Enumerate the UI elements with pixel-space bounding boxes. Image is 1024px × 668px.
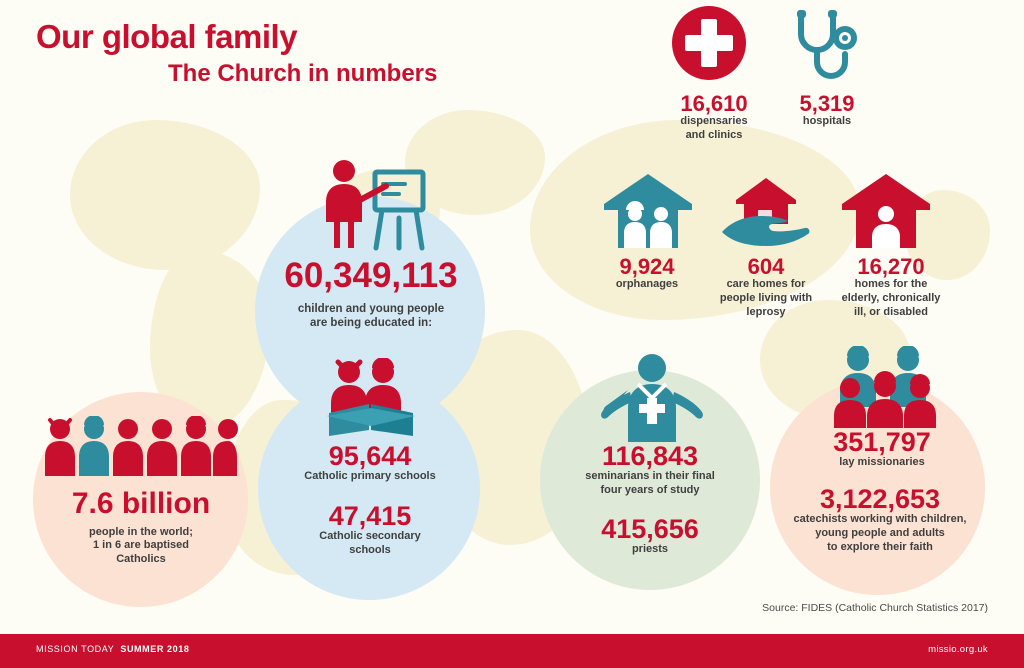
priests-caption: priests bbox=[631, 543, 669, 556]
stat-seminarians bbox=[552, 442, 748, 498]
secondary-schools-caption-2: schools bbox=[349, 544, 391, 557]
children-with-book-icon bbox=[325, 358, 419, 443]
stat-lay-missionaries bbox=[782, 428, 982, 470]
stat-elderly-homes bbox=[826, 255, 956, 319]
footer-publication: MISSION TODAY bbox=[36, 644, 115, 654]
elderly-homes-number: 16,270 bbox=[857, 254, 925, 279]
education-caption-1: children and young people bbox=[297, 302, 445, 315]
dispensaries-number: 16,610 bbox=[680, 91, 748, 116]
dispensaries-caption-1: dispensaries bbox=[680, 115, 748, 128]
elderly-homes-caption-2: elderly, chronically bbox=[841, 291, 941, 304]
population-caption-3: Catholics bbox=[116, 553, 166, 565]
source-note: Source: FIDES (Catholic Church Statistics 2017) bbox=[762, 602, 988, 614]
group-of-missionaries-icon bbox=[830, 346, 942, 433]
elderly-homes-caption-3: ill, or disabled bbox=[854, 305, 928, 318]
stat-leprosy-homes bbox=[700, 255, 832, 319]
primary-schools-caption: Catholic primary schools bbox=[304, 470, 436, 483]
education-caption-2: are being educated in: bbox=[309, 317, 433, 330]
hand-holding-house-icon bbox=[718, 176, 814, 259]
primary-schools-number: 95,644 bbox=[328, 441, 412, 471]
leprosy-homes-caption-3: leprosy bbox=[746, 305, 786, 318]
secondary-schools-number: 47,415 bbox=[328, 501, 412, 531]
catechists-caption-2: young people and adults bbox=[815, 527, 945, 540]
group-of-people-icon bbox=[42, 416, 238, 483]
lay-missionaries-caption: lay missionaries bbox=[839, 456, 925, 469]
stat-orphanages bbox=[592, 255, 702, 292]
elderly-homes-caption-1: homes for the bbox=[854, 278, 928, 291]
secondary-schools-caption-1: Catholic secondary bbox=[319, 530, 421, 543]
footer-website[interactable]: missio.org.uk bbox=[928, 644, 988, 655]
leprosy-homes-caption-1: care homes for bbox=[726, 278, 806, 291]
stat-catechists bbox=[772, 485, 988, 555]
stat-hospitals bbox=[762, 92, 892, 129]
population-caption-2: 1 in 6 are baptised bbox=[93, 539, 189, 552]
stat-secondary-schools bbox=[272, 502, 468, 558]
stat-priests bbox=[552, 515, 748, 557]
medical-cross-icon bbox=[672, 6, 746, 85]
catechists-caption-1: catechists working with children, bbox=[793, 513, 967, 526]
seminarians-number: 116,843 bbox=[601, 441, 699, 471]
population-number: 7.6 billion bbox=[71, 487, 211, 520]
seminarians-caption-1: seminarians in their final bbox=[585, 470, 715, 483]
priests-number: 415,656 bbox=[601, 514, 699, 544]
education-number: 60,349,113 bbox=[284, 256, 458, 295]
stat-education bbox=[265, 258, 477, 331]
priest-icon bbox=[592, 350, 712, 447]
hospitals-caption: hospitals bbox=[802, 115, 852, 128]
page-subtitle: The Church in numbers bbox=[168, 60, 438, 87]
stat-primary-schools bbox=[272, 442, 468, 484]
teacher-with-easel-icon bbox=[320, 158, 430, 263]
house-with-person-icon bbox=[838, 170, 934, 257]
dispensaries-caption-2: and clinics bbox=[685, 128, 743, 141]
footer-bar bbox=[0, 634, 1024, 668]
stethoscope-icon bbox=[787, 6, 869, 93]
catechists-number: 3,122,653 bbox=[819, 484, 941, 514]
house-with-children-icon bbox=[600, 170, 696, 257]
orphanages-caption: orphanages bbox=[615, 278, 679, 291]
stat-population bbox=[46, 488, 236, 567]
seminarians-caption-2: four years of study bbox=[600, 484, 700, 497]
hospitals-number: 5,319 bbox=[799, 91, 855, 116]
page-title: Our global family bbox=[36, 18, 298, 55]
leprosy-homes-caption-2: people living with bbox=[719, 291, 813, 304]
orphanages-number: 9,924 bbox=[619, 254, 675, 279]
footer-left-text bbox=[36, 644, 189, 654]
footer-issue: SUMMER 2018 bbox=[120, 644, 190, 654]
lay-missionaries-number: 351,797 bbox=[833, 427, 931, 457]
catechists-caption-3: to explore their faith bbox=[827, 540, 933, 553]
leprosy-homes-number: 604 bbox=[747, 254, 785, 279]
population-caption-1: people in the world; bbox=[89, 525, 193, 538]
